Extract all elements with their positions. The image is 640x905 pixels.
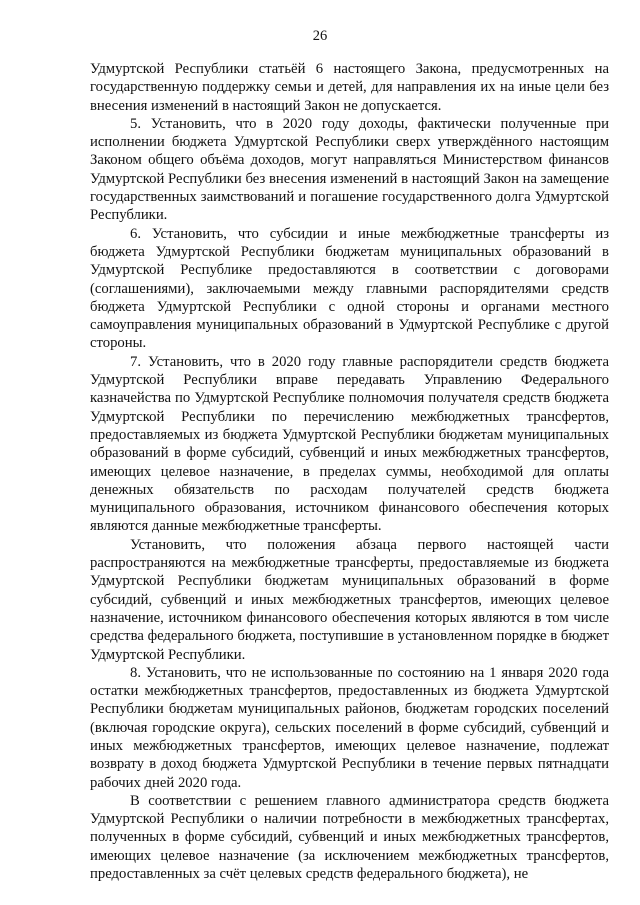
paragraph-item-8-second: В соответствии с решением главного администратора средств бюджета Удмуртской Республики о наличии потребности в межбюджетных трансфертах, полученных в форме субсидий, субвенций и иных межбюджетных трансфертов, имеющих целевое назначение (за исключением межбюджетных трансфертов, предоставленных за счёт целевых средств федерального бюджета), не [90, 792, 609, 883]
paragraph-item-7-second: Установить, что положения абзаца первого настоящей части распространяются на межбюджетные трансферты, предоставляемые из бюджета Удмуртской Республики бюджетам муниципальных образований в форме субсидий, субвенций и иных межбюджетных трансфертов, имеющих целевое назначение, источником финансового обеспечения которых являются в том числе средства федерального бюджета, поступившие в установленном порядке в бюджет Удмуртской Республики. [90, 536, 609, 663]
paragraph-item-7: 7. Установить, что в 2020 году главные распорядители средств бюджета Удмуртской Республики вправе передавать Управлению Федерального казначейства по Удмуртской Республике полномочия получателя средств бюджета Удмуртской Республики по перечислению межбюджетных трансфертов, предоставляемых из бюджета Удмуртской Республики бюджетам муниципальных образований в форме субсидий, субвенций и иных межбюджетных трансфертов, имеющих целевое назначение, в пределах суммы, необходимой для оплаты денежных обязательств по расходам получателей средств бюджета муниципального образования, источником финансового обеспечения которых являются данные межбюджетные трансферты. [90, 353, 609, 535]
document-body [90, 60, 609, 883]
paragraph-item-6: 6. Установить, что субсидии и иные межбюджетные трансферты из бюджета Удмуртской Республики бюджетам муниципальных образований в Удмуртской Республике предоставляются в соответствии с договорами (соглашениями), заключаемыми между главными распорядителями средств бюджета Удмуртской Республики с одной стороны и органами местного самоуправления муниципальных образований в Удмуртской Республике с другой стороны. [90, 225, 609, 352]
paragraph-item-8: 8. Установить, что не использованные по состоянию на 1 января 2020 года остатки межбюджетных трансфертов, предоставленных из бюджета Удмуртской Республики бюджетам муниципальных районов, бюджетам городских поселений (включая городские округа), сельских поселений в форме субсидий, субвенций и иных межбюджетных трансфертов, имеющих целевое назначение, подлежат возврату в доход бюджета Удмуртской Республики в течение первых пятнадцати рабочих дней 2020 года. [90, 664, 609, 791]
paragraph-item-5: 5. Установить, что в 2020 году доходы, фактически полученные при исполнении бюджета Удмуртской Республики сверх утверждённого настоящим Законом общего объёма доходов, могут направляться Министерством финансов Удмуртской Республики без внесения изменений в настоящий Закон на замещение государственных заимствований и погашение государственного долга Удмуртской Республики. [90, 115, 609, 224]
paragraph-continuation: Удмуртской Республики статьёй 6 настоящего Закона, предусмотренных на государственную поддержку семьи и детей, для направления их на иные цели без внесения изменений в настоящий Закон не допускается. [90, 61, 609, 114]
page-number: 26 [312, 28, 328, 44]
